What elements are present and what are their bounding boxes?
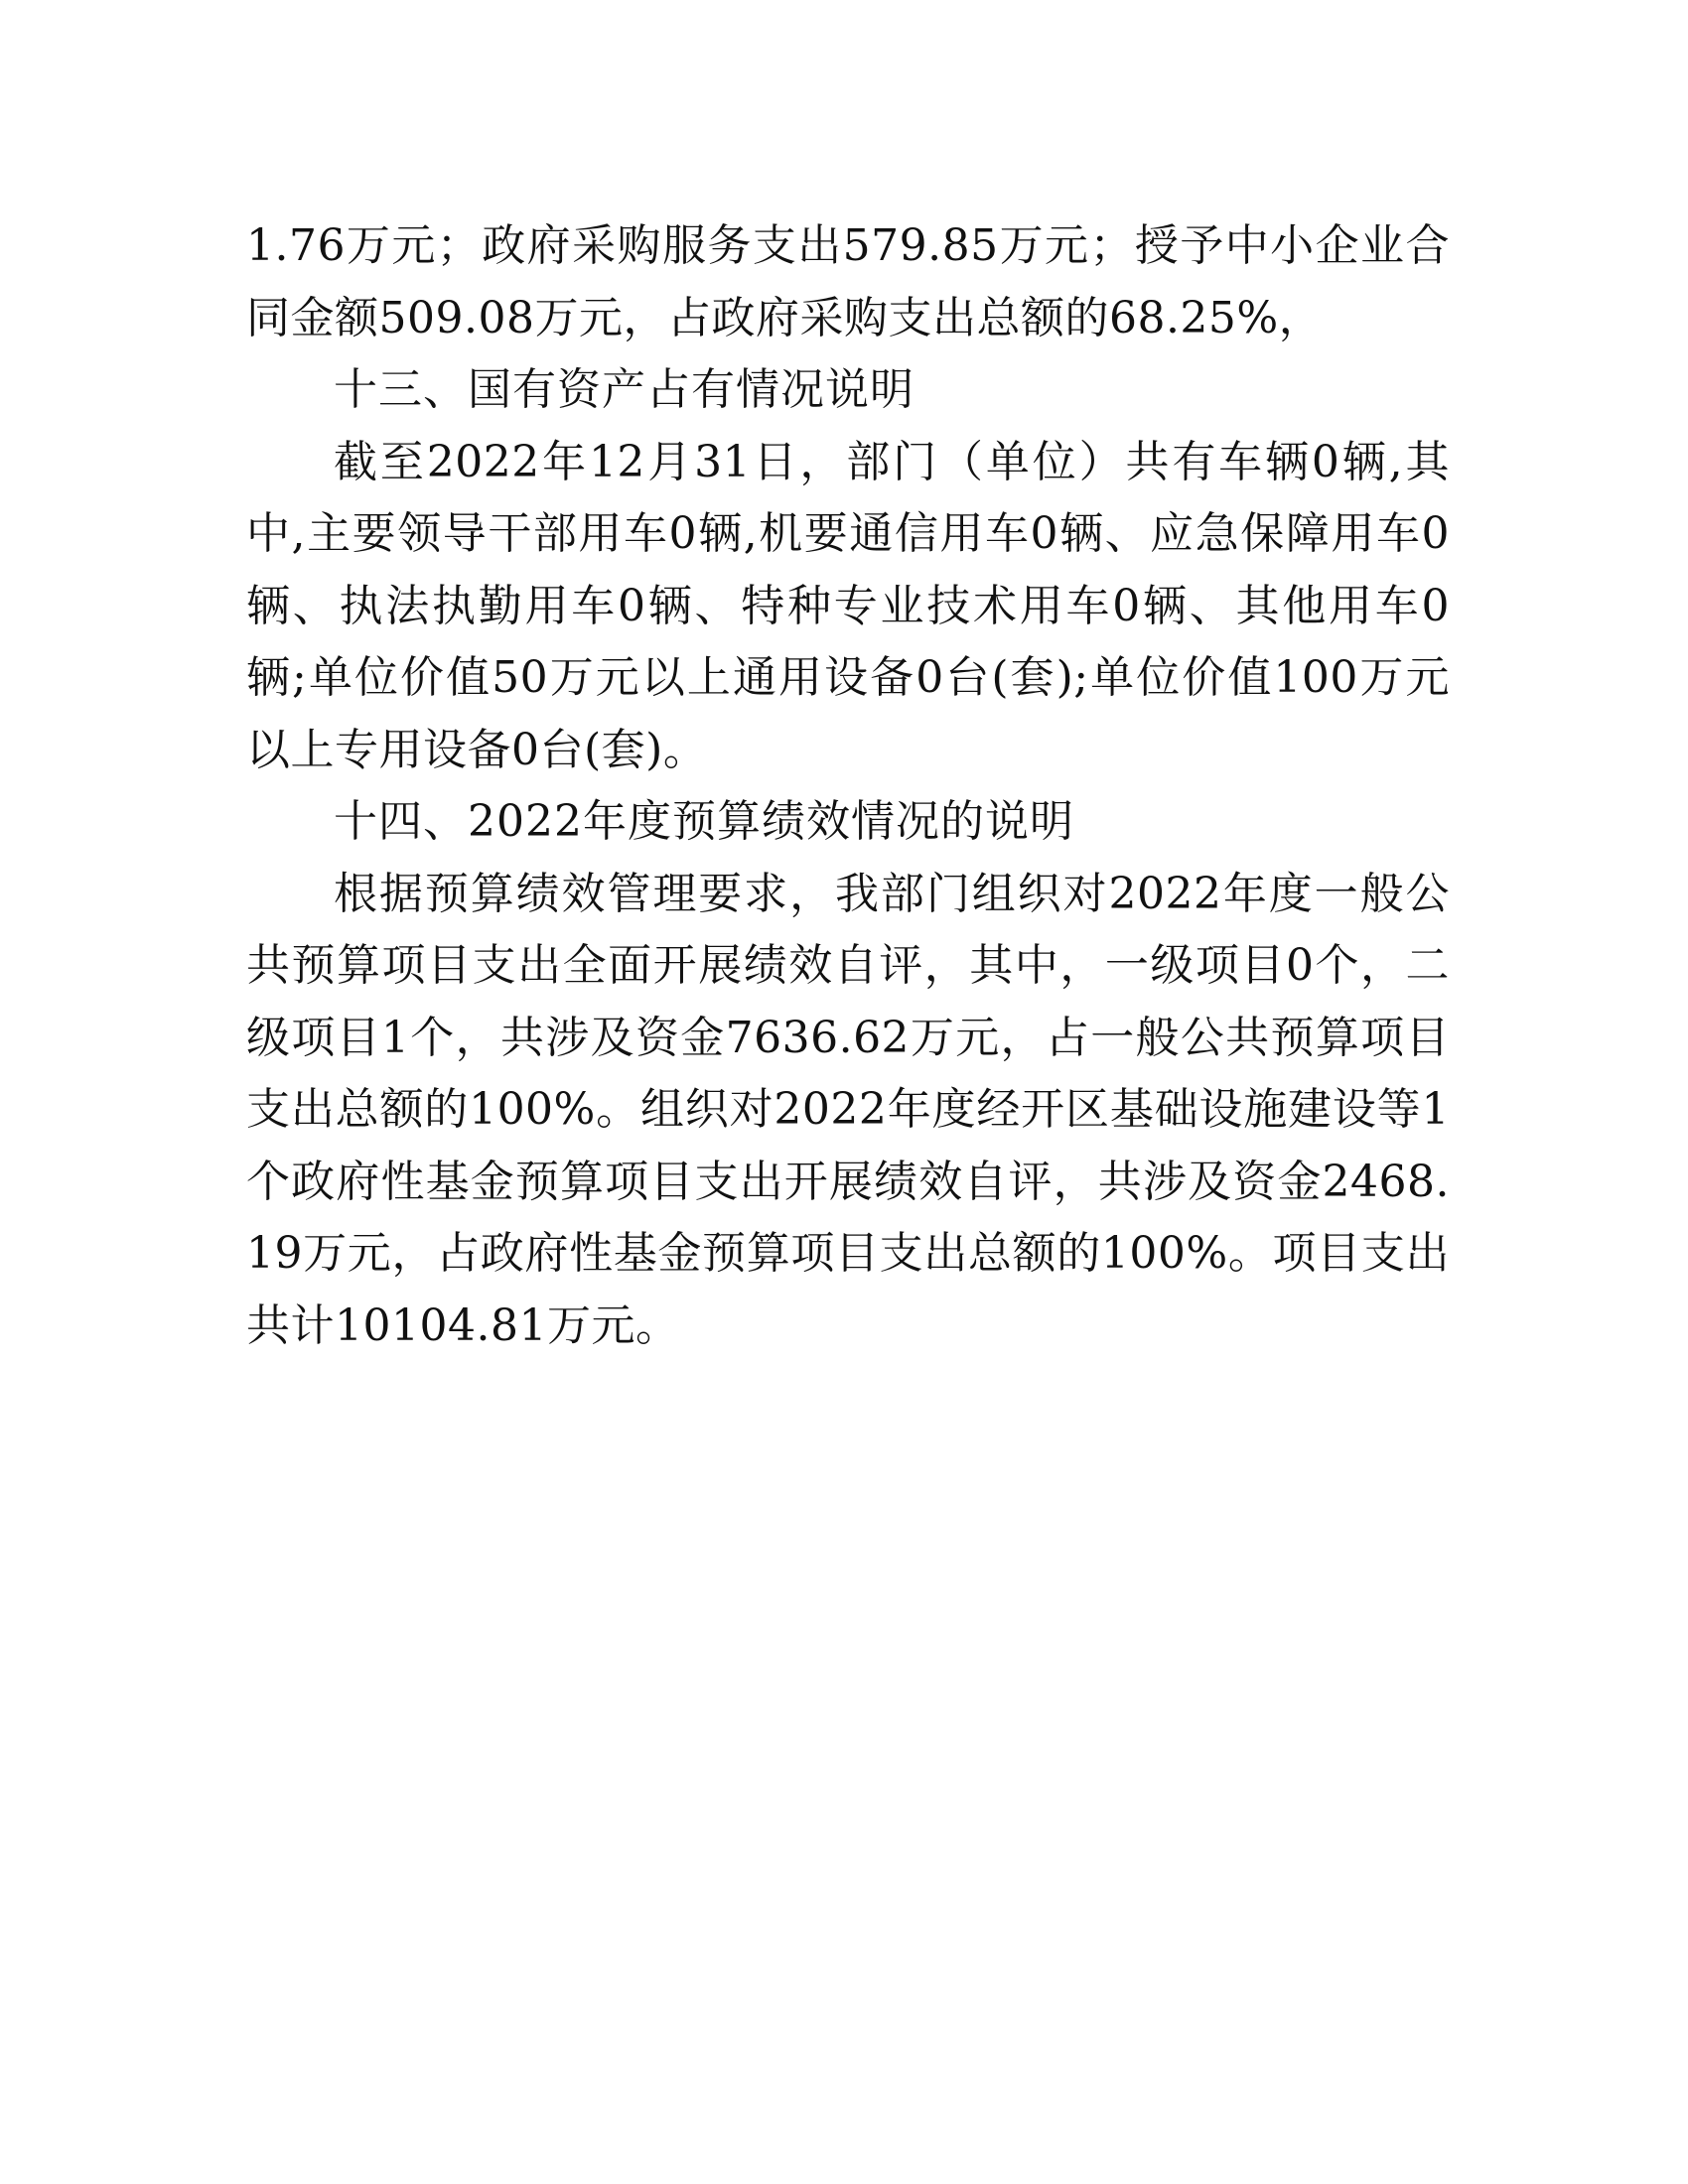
section-heading-performance: 十四、2022年度预算绩效情况的说明 bbox=[334, 796, 1074, 847]
paragraph-state-assets: 截至2022年12月31日，部门（单位）共有车辆0辆,其中,主要领导干部用车0辆,机要通信用车0辆、应急保障用车0辆、执法执勤用车0辆、特种专业技术用车0辆、其他用车0辆;单位价值50万元以上通用设备0台(套);单位价值100万元以上专用设备0台(套)。 bbox=[246, 436, 1450, 775]
document-body bbox=[246, 210, 1450, 1362]
section-heading-state-assets: 十三、国有资产占有情况说明 bbox=[334, 364, 914, 415]
paragraph-procurement-continued: 1.76万元；政府采购服务支出579.85万元；授予中小企业合同金额509.08万元，占政府采购支出总额的68.25%， bbox=[246, 220, 1450, 343]
paragraph-performance: 根据预算绩效管理要求，我部门组织对2022年度一般公共预算项目支出全面开展绩效自评，其中，一级项目0个，二级项目1个，共涉及资金7636.62万元，占一般公共预算项目支出总额的100%。组织对2022年度经开区基础设施建设等1个政府性基金预算项目支出开展绩效自评，共涉及资金2468.19万元，占政府性基金预算项目支出总额的100%。项目支出共计10104.81万元。 bbox=[246, 868, 1450, 1351]
